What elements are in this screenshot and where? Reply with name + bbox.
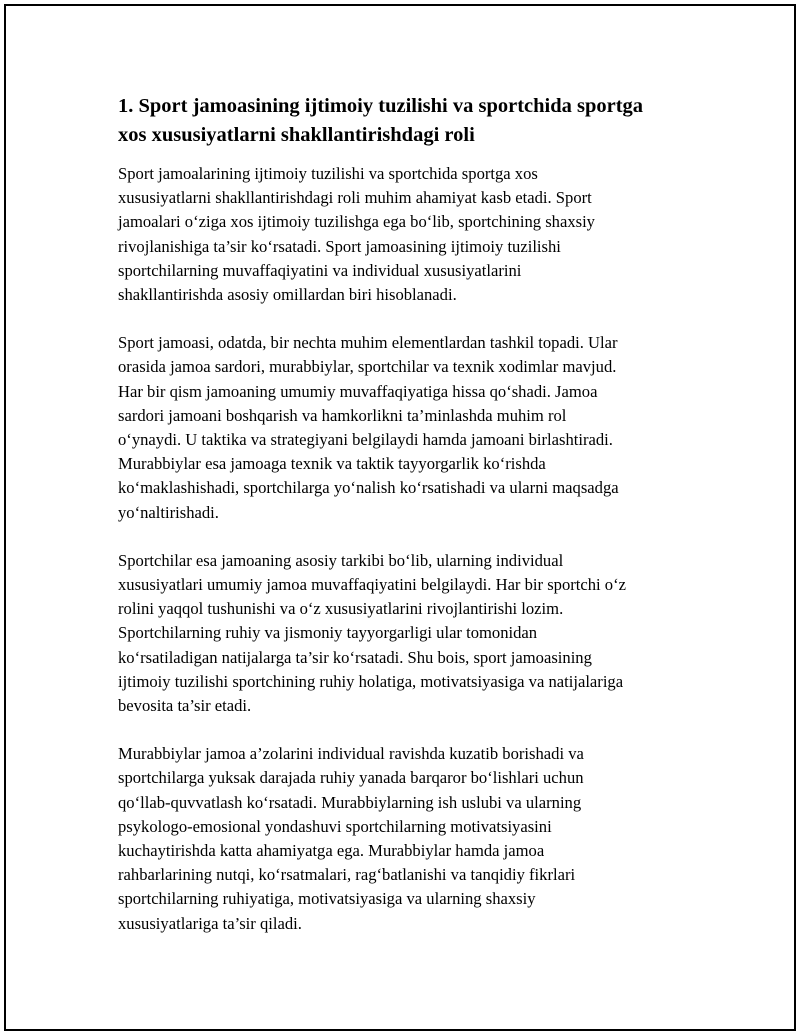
text-line: shakllantirishda asosiy omillardan biri hisoblanadi.	[118, 285, 457, 305]
text-line: sportchilarning ruhiyatiga, motivatsiyasiga va ularning shaxsiy	[118, 889, 536, 909]
paragraph-3	[118, 549, 684, 718]
paragraph-1	[118, 162, 684, 307]
section-heading	[118, 92, 684, 150]
text-line: rahbarlarining nutqi, ko‘rsatmalari, rag‘batlanishi va tanqidiy fikrlari	[118, 865, 576, 885]
paragraph-2	[118, 331, 684, 525]
document-body	[118, 92, 684, 960]
text-line: xususiyatlari umumiy jamoa muvaffaqiyatini belgilaydi. Har bir sportchi o‘z	[118, 575, 626, 595]
text-line: ijtimoiy tuzilishi sportchining ruhiy holatiga, motivatsiyasiga va natijalariga	[118, 671, 624, 691]
text-line: ko‘maklashishadi, sportchilarga yo‘nalish ko‘rsatishadi va ularni maqsadga	[118, 478, 619, 498]
text-line: bevosita ta’sir etadi.	[118, 696, 252, 716]
text-line: psykologo-emosional yondashuvi sportchilarning motivatsiyasini	[118, 816, 552, 836]
text-line: xususiyatlariga ta’sir qiladi.	[118, 913, 302, 933]
heading-line: 1. Sport jamoasining ijtimoiy tuzilishi va sportchida sportga	[118, 95, 644, 117]
text-line: yo‘naltirishadi.	[118, 502, 219, 522]
text-line: Murabbiylar jamoa a’zolarini individual ravishda kuzatib borishadi va	[118, 744, 584, 764]
heading-line: xos xususiyatlarni shakllantirishdagi roli	[118, 124, 475, 146]
text-line: Sportchilarning ruhiy va jismoniy tayyorgarligi ular tomonidan	[118, 623, 538, 643]
text-line: Sport jamoalarining ijtimoiy tuzilishi va sportchida sportga xos	[118, 164, 538, 183]
text-line: Murabbiylar esa jamoaga texnik va taktik tayyorgarlik ko‘rishda	[118, 454, 546, 474]
text-line: Sportchilar esa jamoaning asosiy tarkibi bo‘lib, ularning individual	[118, 550, 564, 570]
text-line: Har bir qism jamoaning umumiy muvaffaqiyatiga hissa qo‘shadi. Jamoa	[118, 381, 598, 401]
text-line: jamoalari o‘ziga xos ijtimoiy tuzilishga ega bo‘lib, sportchining shaxsiy	[118, 212, 595, 232]
text-line: sportchilarga yuksak darajada ruhiy yanada barqaror bo‘lishlari uchun	[118, 768, 584, 788]
text-line: qo‘llab-quvvatlash ko‘rsatadi. Murabbiylarning ish uslubi va ularning	[118, 792, 582, 812]
text-line: o‘ynaydi. U taktika va strategiyani belgilaydi hamda jamoani birlashtiradi.	[118, 430, 613, 450]
text-line: Sport jamoasi, odatda, bir nechta muhim elementlardan tashkil topadi. Ular	[118, 333, 618, 353]
text-line: ko‘rsatiladigan natijalarga ta’sir ko‘rsatadi. Shu bois, sport jamoasining	[118, 647, 592, 667]
text-line: rolini yaqqol tushunishi va o‘z xususiyatlarini rivojlantirishi lozim.	[118, 599, 564, 619]
text-line: sardori jamoani boshqarish va hamkorlikni ta’minlashda muhim rol	[118, 405, 567, 425]
text-line: xususiyatlarni shakllantirishdagi roli muhim ahamiyat kasb etadi. Sport	[118, 188, 592, 208]
text-line: orasida jamoa sardori, murabbiylar, sportchilar va texnik xodimlar mavjud.	[118, 357, 617, 377]
text-line: sportchilarning muvaffaqiyatini va individual xususiyatlarini	[118, 260, 522, 280]
text-line: rivojlanishiga ta’sir ko‘rsatadi. Sport jamoasining ijtimoiy tuzilishi	[118, 236, 561, 256]
paragraph-4	[118, 742, 684, 936]
text-line: kuchaytirishda katta ahamiyatga ega. Murabbiylar hamda jamoa	[118, 841, 545, 861]
